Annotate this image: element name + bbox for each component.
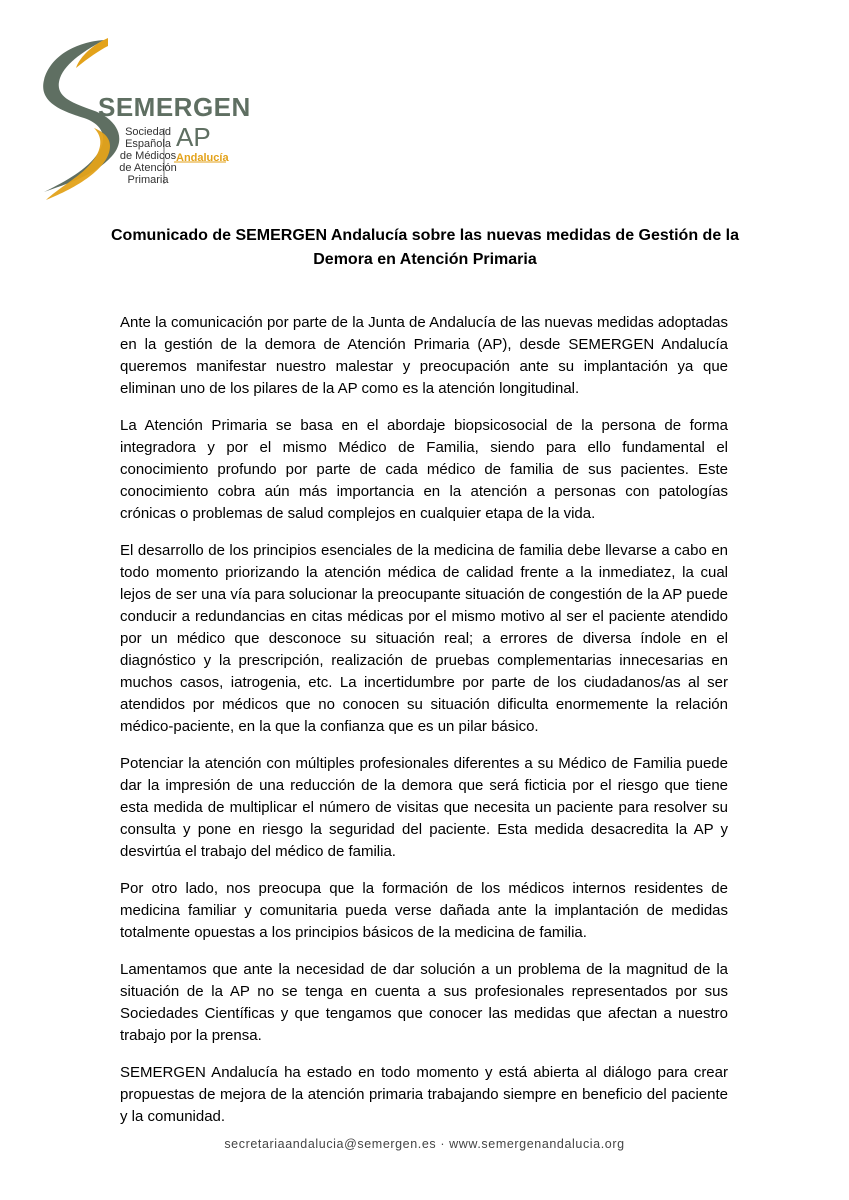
logo-subtitle-line: Sociedad <box>125 126 171 138</box>
logo-subtitle <box>118 126 178 186</box>
logo-region: Andalucía <box>176 152 229 164</box>
document-title: Comunicado de SEMERGEN Andalucía sobre las nuevas medidas de Gestión de la Demora en Atención Primaria <box>110 227 739 268</box>
body-paragraph: La Atención Primaria se basa en el abordaje biopsicosocial de la persona de forma integradora y por el mismo Médico de Familia, siendo para ello fundamental el conocimiento profundo por parte de cada médico de familia de sus pacientes. Este conocimiento cobra aún más importancia en la atención a personas con patologías crónicas o problemas de salud complejos en cualquier etapa de la vida. <box>120 417 728 522</box>
logo-subtitle-line: Primaria <box>127 174 169 186</box>
semergen-logo <box>36 34 251 204</box>
footer-contact: secretariaandalucia@semergen.es · www.semergenandalucia.org <box>224 1137 625 1151</box>
body-paragraph: SEMERGEN Andalucía ha estado en todo momento y está abierta al diálogo para crear propuestas de mejora de la atención primaria trabajando siempre en beneficio del paciente y la comunidad. <box>120 1064 728 1125</box>
logo-subtitle-line: Española <box>125 138 171 150</box>
document-body <box>120 312 728 1143</box>
logo-ap: AP <box>176 122 211 152</box>
body-paragraph: Ante la comunicación por parte de la Junta de Andalucía de las nuevas medidas adoptadas en la gestión de la demora de Atención Primaria (AP), desde SEMERGEN Andalucía queremos manifestar nuestro malestar y preocupación ante su implantación ya que eliminan uno de los pilares de la AP como es la atención longitudinal. <box>120 314 728 397</box>
logo-subtitle-line: de Atención <box>119 162 177 174</box>
body-paragraph: El desarrollo de los principios esenciales de la medicina de familia debe llevarse a cabo en todo momento priorizando la atención médica de calidad frente a la inmediatez, la cual lejos de ser una vía para solucionar la preocupante situación de congestión de la AP puede conducir a redundancias en citas médicas por el mismo motivo al ser el paciente atendido por un médico que desconoce su situación real; a errores de diversa índole en el diagnóstico y la prescripción, realización de pruebas complementarias innecesarias en muchos casos, iatrogenia, etc. La incertidumbre por parte de los ciudadanos/as al ser atendidos por médicos que no conocen su situación dificulta enormemente la relación médico-paciente, en la que la confianza que es un pilar básico. <box>120 542 728 735</box>
body-paragraph: Por otro lado, nos preocupa que la formación de los médicos internos residentes de medicina familiar y comunitaria pueda verse dañada ante la implantación de medidas totalmente opuestas a los principios básicos de la medicina de familia. <box>120 880 728 941</box>
logo-subtitle-line: de Médicos <box>119 150 177 162</box>
logo-name: SEMERGEN <box>98 92 251 122</box>
body-paragraph: Potenciar la atención con múltiples profesionales diferentes a su Médico de Familia puede dar la impresión de una reducción de la demora que será ficticia por el riesgo que tiene esta medida de multiplicar el número de visitas que necesita un paciente para resolver su consulta y pone en riesgo la seguridad del paciente. Esta medida desacredita la AP y desvirtúa el trabajo del médico de familia. <box>120 755 728 860</box>
body-paragraph: Lamentamos que ante la necesidad de dar solución a un problema de la magnitud de la situación de la AP no se tenga en cuenta a sus profesionales representados por sus Sociedades Científicas y que tengamos que conocer las medidas que afectan a nuestro trabajo por la prensa. <box>120 961 728 1044</box>
